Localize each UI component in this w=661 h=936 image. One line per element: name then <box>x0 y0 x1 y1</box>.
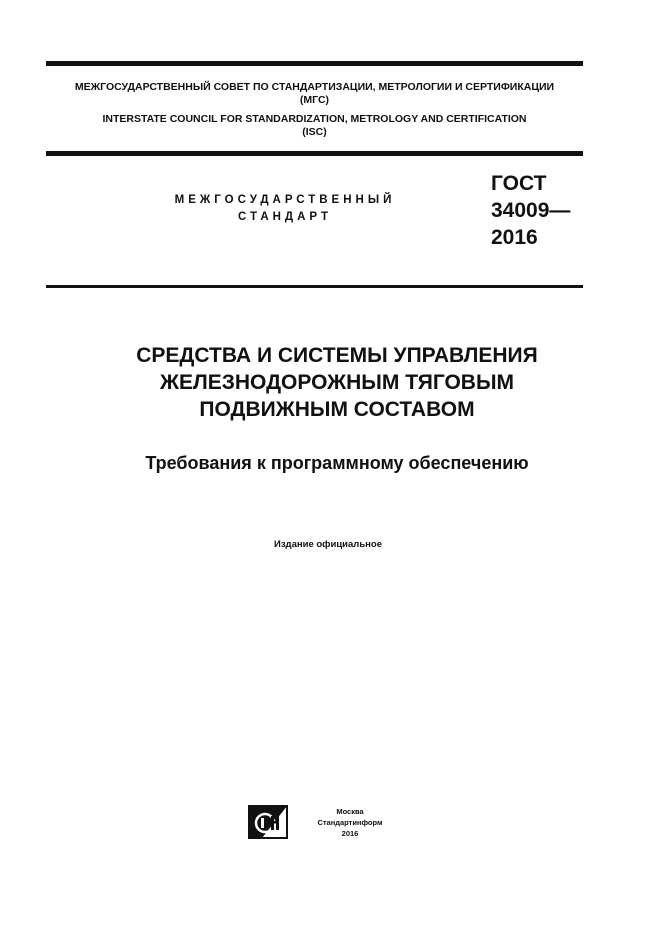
standard-designation <box>491 170 570 251</box>
middle-rule <box>46 151 583 156</box>
title-line1: СРЕДСТВА И СИСТЕМЫ УПРАВЛЕНИЯ <box>136 344 538 367</box>
council-name-ru-line: МЕЖГОСУДАРСТВЕННЫЙ СОВЕТ ПО СТАНДАРТИЗАЦИИ, МЕТРОЛОГИИ И СЕРТИФИКАЦИИ <box>74 81 555 93</box>
standard-type <box>150 192 420 226</box>
designation-number: 34009— <box>491 199 571 222</box>
imprint-publisher: Стандартинформ <box>317 818 383 827</box>
council-name-english <box>46 113 583 139</box>
council-name-en-line: INTERSTATE COUNCIL FOR STANDARDIZATION, METROLOGY AND CERTIFICATION <box>102 113 527 125</box>
document-subtitle: Требования к программному обеспечению <box>145 453 529 473</box>
title-line3: ПОДВИЖНЫМ СОСТАВОМ <box>199 398 475 421</box>
council-name-russian <box>46 81 583 107</box>
standard-type-line2: СТАНДАРТ <box>238 211 332 223</box>
council-abbr-ru: (МГС) <box>299 94 330 106</box>
title-line2: ЖЕЛЕЗНОДОРОЖНЫМ ТЯГОВЫМ <box>159 371 515 394</box>
designation-year: 2016 <box>491 226 538 249</box>
imprint-city: Москва <box>336 807 364 816</box>
imprint-year: 2016 <box>341 829 359 838</box>
publisher-imprint <box>300 806 400 839</box>
edition-note: Издание официальное <box>274 539 382 550</box>
standartinform-logo-icon <box>248 805 288 839</box>
bottom-rule <box>46 285 583 288</box>
document-title <box>46 342 628 423</box>
top-rule <box>46 61 583 66</box>
council-abbr-en: (ISC) <box>302 126 327 138</box>
standard-type-line1: МЕЖГОСУДАРСТВЕННЫЙ <box>174 194 396 206</box>
designation-prefix: ГОСТ <box>491 172 547 195</box>
